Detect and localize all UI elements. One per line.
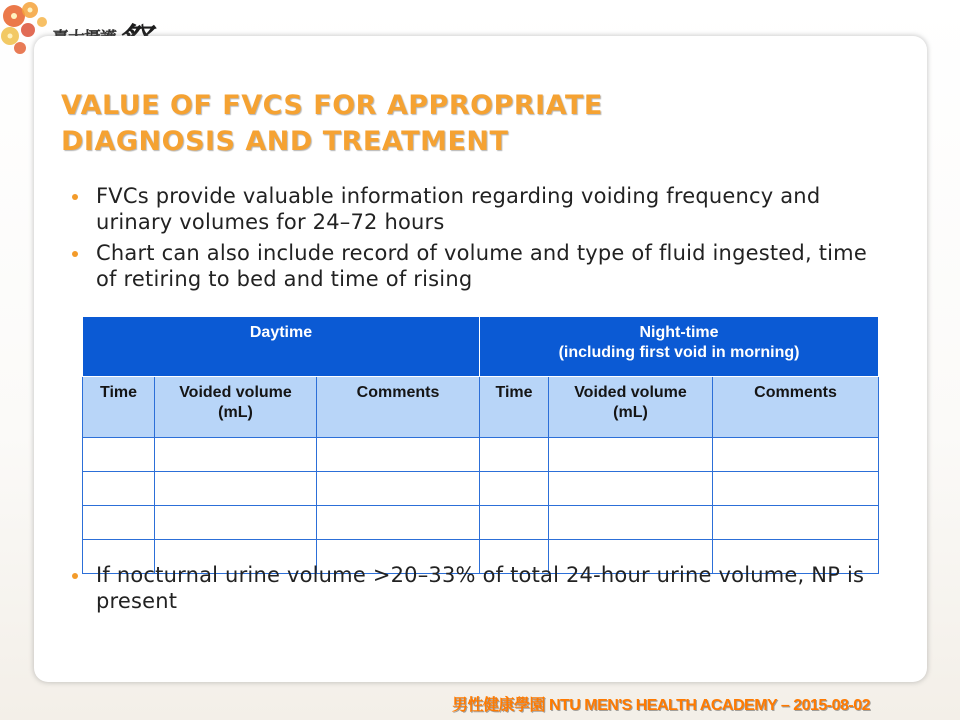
table-cell <box>155 472 317 506</box>
bullet-dot-icon <box>72 573 78 579</box>
night-voided-volume-column-header <box>549 377 713 438</box>
bullet-list-top <box>72 183 872 297</box>
nighttime-group-header <box>480 317 879 377</box>
table-cell <box>549 506 713 540</box>
night-voided-volume-label: Voided volume <box>574 384 687 401</box>
frequency-volume-chart-table <box>82 316 879 574</box>
table-cell <box>549 472 713 506</box>
night-voided-volume-unit: (mL) <box>613 404 648 421</box>
table-cell <box>155 438 317 472</box>
day-time-column-header: Time <box>83 377 155 438</box>
slide-title-line-2: DIAGNOSIS AND TREATMENT <box>61 126 509 157</box>
table-cell <box>480 506 549 540</box>
table-cell <box>713 506 879 540</box>
table-row <box>83 438 879 472</box>
footer-text: 男性健康學園 NTU MEN'S HEALTH ACADEMY – 2015-08-02 <box>452 697 871 714</box>
slide-title <box>61 88 761 160</box>
bullet-item <box>72 240 872 292</box>
table-cell <box>317 472 480 506</box>
bullet-text: FVCs provide valuable information regarding voiding frequency and urinary volumes for 24–72 hours <box>96 184 821 234</box>
table-cell <box>317 506 480 540</box>
table-cell <box>317 438 480 472</box>
table-cell <box>549 438 713 472</box>
bullet-text: Chart can also include record of volume and type of fluid ingested, time of retiring to bed and time of rising <box>96 241 867 291</box>
table-row <box>83 506 879 540</box>
daytime-label: Daytime <box>249 324 313 341</box>
bullet-item <box>72 183 872 235</box>
day-voided-volume-label: Voided volume <box>179 384 292 401</box>
bullet-list-bottom <box>72 562 892 619</box>
table-cell <box>480 472 549 506</box>
daytime-group-header <box>83 317 480 377</box>
bullet-dot-icon <box>72 194 78 200</box>
table-cell <box>83 506 155 540</box>
day-voided-volume-unit: (mL) <box>218 404 253 421</box>
table-cell <box>480 438 549 472</box>
table-cell <box>83 438 155 472</box>
nighttime-sublabel: (including first void in morning) <box>558 344 800 361</box>
day-voided-volume-column-header <box>155 377 317 438</box>
table-column-header-row <box>83 377 879 438</box>
table-body <box>83 438 879 574</box>
table-cell <box>83 472 155 506</box>
slide-title-line-1: VALUE OF FVCS FOR APPROPRIATE <box>61 90 603 121</box>
day-comments-column-header: Comments <box>317 377 480 438</box>
table-cell <box>713 472 879 506</box>
bullet-text: If nocturnal urine volume >20–33% of total 24-hour urine volume, NP is present <box>96 563 865 613</box>
bullet-dot-icon <box>72 251 78 257</box>
table-cell <box>713 438 879 472</box>
nighttime-label: Night-time <box>639 324 719 341</box>
table-group-header-row <box>83 317 879 377</box>
table-row <box>83 472 879 506</box>
night-comments-column-header: Comments <box>713 377 879 438</box>
night-time-column-header: Time <box>480 377 549 438</box>
table-cell <box>155 506 317 540</box>
bullet-item <box>72 562 892 614</box>
